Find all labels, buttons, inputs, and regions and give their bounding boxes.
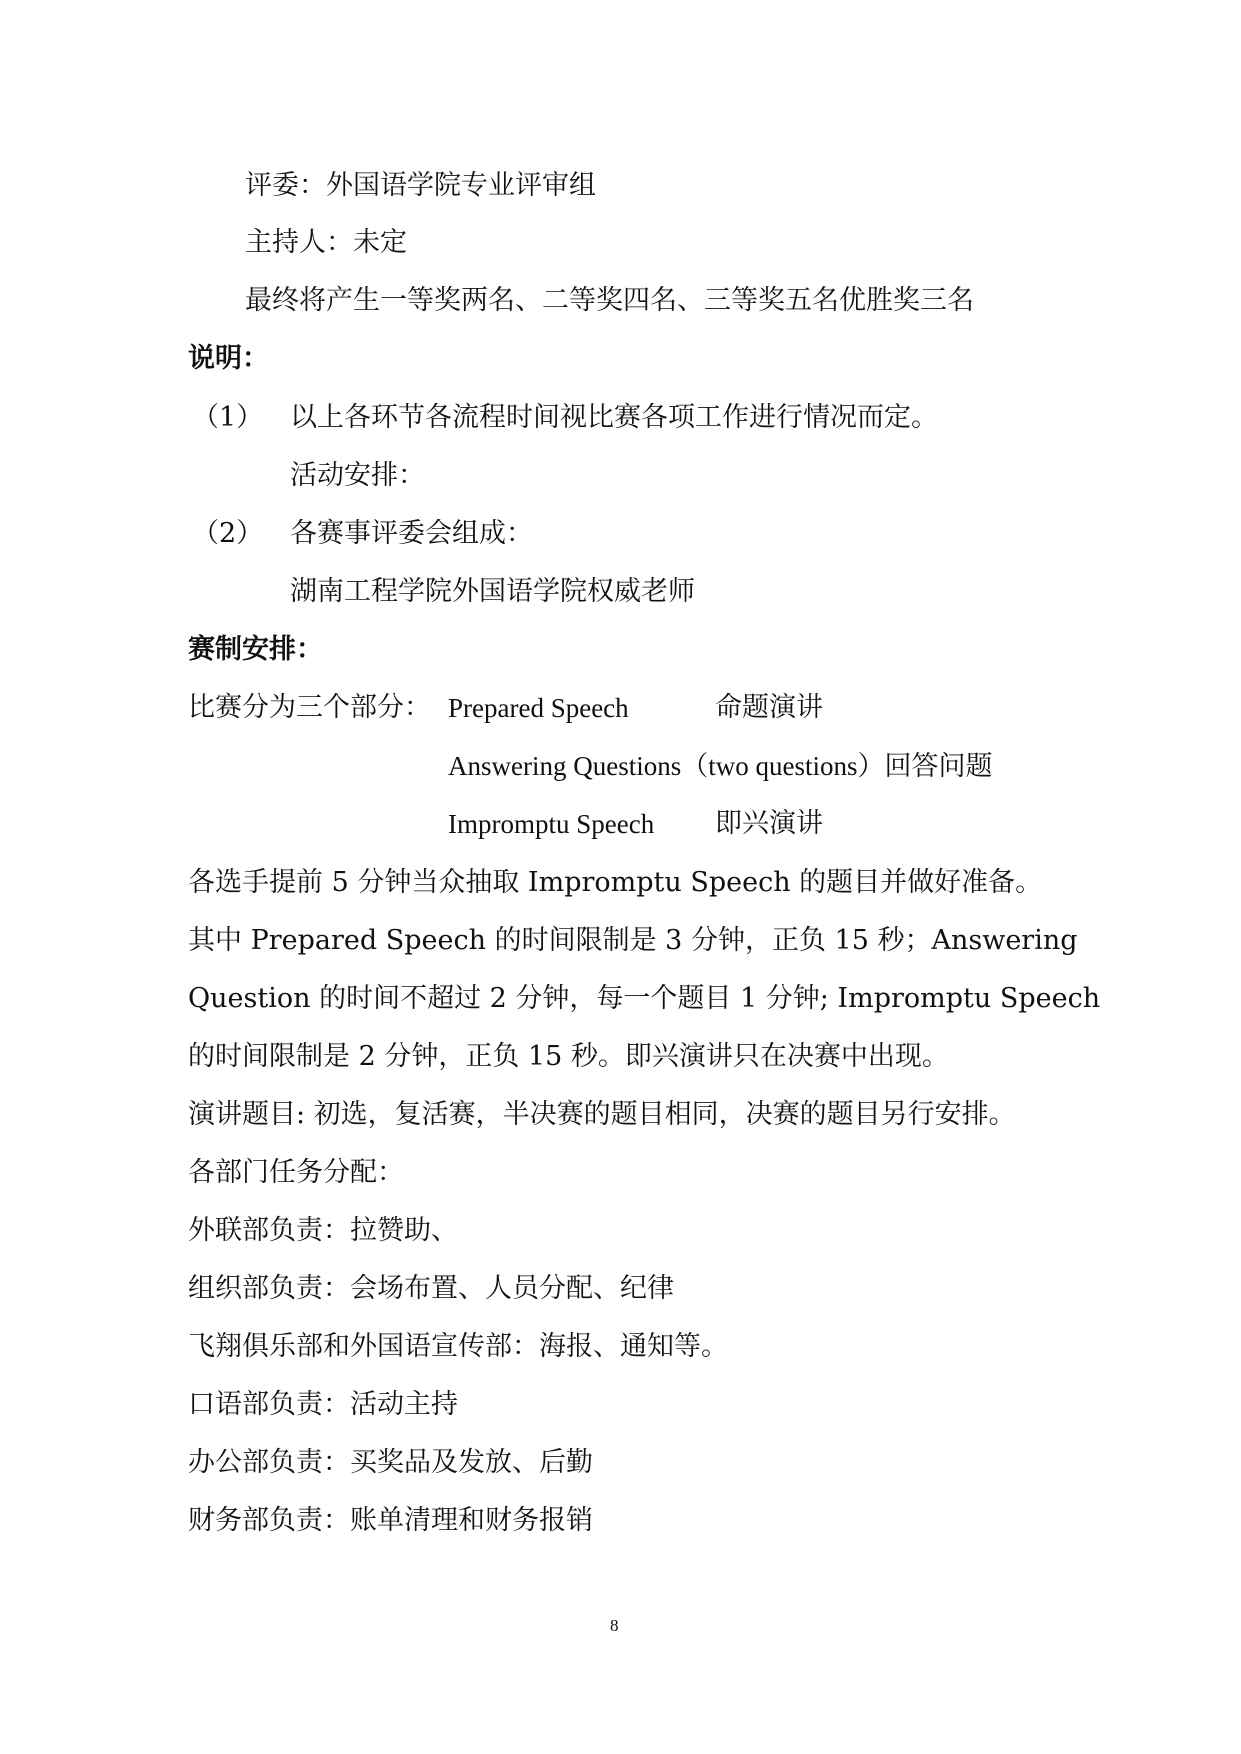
task-line-3: 飞翔俱乐部和外国语宣传部：海报、通知等。 (188, 1331, 728, 1362)
judges-line: 评委：外国语学院专业评审组 (245, 170, 596, 201)
format-heading: 赛制安排： (188, 634, 323, 665)
host-line: 主持人：未定 (245, 227, 407, 258)
note1-subtext: 活动安排： (290, 460, 425, 491)
paragraph-line-5: 演讲题目: 初选，复活赛，半决赛的题目相同，决赛的题目另行安排。 (188, 1099, 1016, 1130)
note1-number: （1） (192, 402, 264, 433)
part3-english: Impromptu Speech (448, 809, 655, 839)
task-line-6: 财务部负责：账单清理和财务报销 (188, 1505, 593, 1536)
paragraph-line-2: 其中 Prepared Speech 的时间限制是 3 分钟，正负 15 秒；Answering (188, 925, 1078, 956)
note2-subtext: 湖南工程学院外国语学院权威老师 (290, 576, 695, 607)
parts-label: 比赛分为三个部分： (188, 692, 431, 723)
task-line-2: 组织部负责：会场布置、人员分配、纪律 (188, 1273, 674, 1304)
task-line-5: 办公部负责：买奖品及发放、后勤 (188, 1447, 593, 1478)
tasks-heading: 各部门任务分配： (188, 1157, 404, 1188)
awards-line: 最终将产生一等奖两名、二等奖四名、三等奖五名优胜奖三名 (245, 285, 974, 316)
note2-text: 各赛事评委会组成： (290, 518, 533, 549)
paragraph-line-4: 的时间限制是 2 分钟，正负 15 秒。即兴演讲只在决赛中出现。 (188, 1041, 949, 1072)
part2-line: Answering Questions（two questions）回答问题 (448, 751, 993, 781)
paragraph-line-3: Question 的时间不超过 2 分钟，每一个题目 1 分钟; Impromptu Speech (188, 983, 1101, 1014)
part1-english: Prepared Speech (448, 693, 629, 723)
note2-number: （2） (192, 518, 264, 549)
task-line-4: 口语部负责：活动主持 (188, 1389, 458, 1420)
part3-chinese: 即兴演讲 (715, 808, 823, 839)
paragraph-line-1: 各选手提前 5 分钟当众抽取 Impromptu Speech 的题目并做好准备。 (188, 867, 1043, 898)
task-line-1: 外联部负责：拉赞助、 (188, 1215, 458, 1246)
note1-text: 以上各环节各流程时间视比赛各项工作进行情况而定。 (290, 402, 938, 433)
part1-chinese: 命题演讲 (715, 692, 823, 723)
page-number: 8 (610, 1616, 619, 1635)
notes-heading: 说明： (188, 343, 269, 374)
